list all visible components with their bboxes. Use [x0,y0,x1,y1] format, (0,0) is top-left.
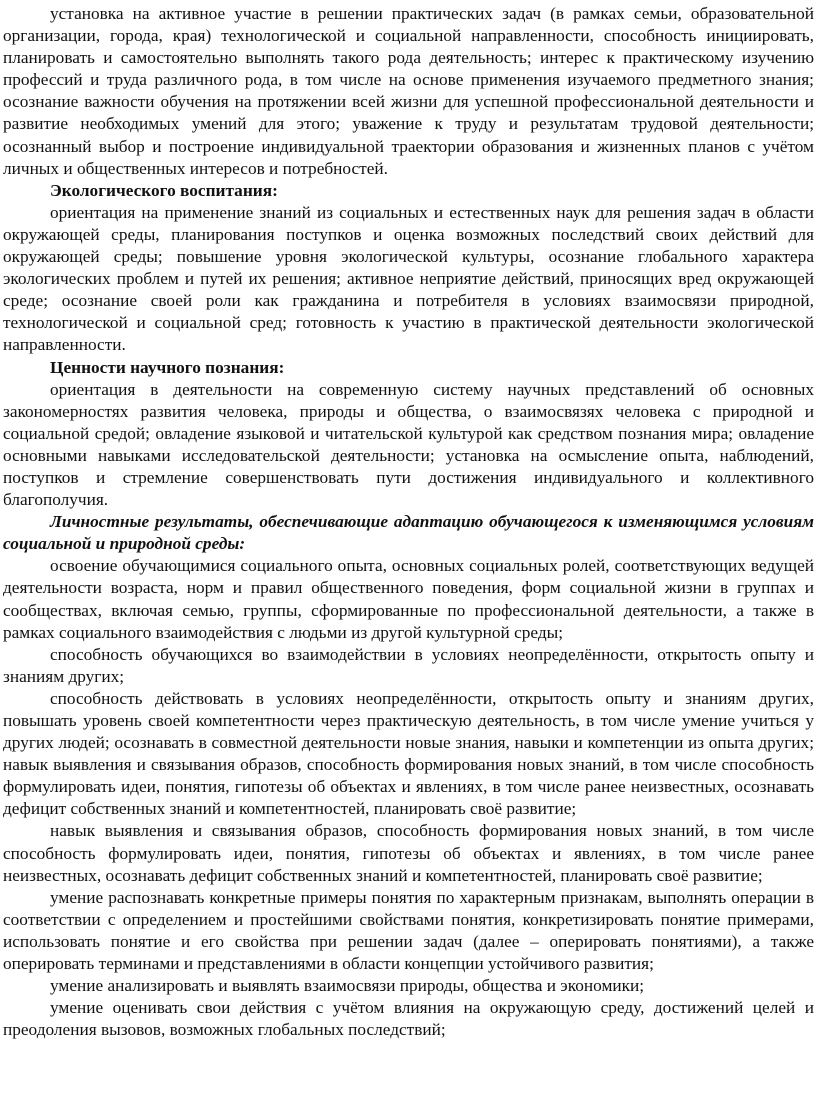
paragraph-act-uncertainty: способность действовать в условиях неопределённости, открытость опыту и знаниям других, повышать уровень своей компетентности через практическую деятельность, в том числе умение учиться у других людей; осознавать в совместной деятельности новые знания, навыки и компетенции из опыта других; навык выявления и связывания образов, способность формирования новых знаний, в том числе способность формулировать идеи, понятия, гипотезы об объектах и явлениях, в том числе ранее неизвестных, осознавать дефицит собственных знаний и компетентностей, планировать своё развитие; [3,688,814,819]
heading-scientific-knowledge: Ценности научного познания: [50,357,285,377]
paragraph-evaluate-actions: умение оценивать свои действия с учётом влияния на окружающую среду, достижений целей и преодоления вызовов, возможных глобальных последствий; [3,998,814,1040]
paragraph-scientific-knowledge: ориентация в деятельности на современную систему научных представлений об основных закономерностях развития человека, природы и общества, о взаимосвязях человека с природной и социальной средой; овладение языковой и читательской культурой как средством познания мира; овладение основными навыками исследовательской деятельности; установка на осмысление опыта, наблюдений, поступков и стремление совершенствовать пути достижения индивидуального и коллективного благополучия. [3,379,814,510]
paragraph-image-linking: навык выявления и связывания образов, способность формирования новых знаний, в том числе способность формулировать идеи, понятия, гипотезы об объектах и явлениях, в том числе ранее неизвестных, осознавать дефицит собственных знаний и компетентностей, планировать своё развитие; [3,821,814,885]
paragraph-labor-education-end: установка на активное участие в решении практических задач (в рамках семьи, образовательной организации, города, края) технологической и социальной направленности, способность инициировать, планировать и самостоятельно выполнять такого рода деятельность; интерес к практическому изучению профессий и труда различного рода, в том числе на основе применения изучаемого предметного знания; осознание важности обучения на протяжении всей жизни для успешной профессиональной деятельности и развитие необходимых умений для этого; уважение к труду и результатам трудовой деятельности; осознанный выбор и построение индивидуальной траектории образования и жизненных планов с учётом личных и общественных интересов и потребностей. [3,4,814,178]
paragraph-social-experience: освоение обучающимися социального опыта, основных социальных ролей, соответствующих ведущей деятельности возраста, норм и правил общественного поведения, форм социальной жизни в группах и сообществах, включая семью, группы, сформированные по профессиональной деятельности, а также в рамках социального взаимодействия с людьми из другой культурной среды; [3,556,814,642]
heading-adaptation-results: Личностные результаты, обеспечивающие адаптацию обучающегося к изменяющимся условиям социальной и природной среды: [3,512,814,554]
paragraph-interaction-uncertainty: способность обучающихся во взаимодействии в условиях неопределённости, открытость опыту и знаниям других; [3,644,814,686]
heading-ecological-education: Экологического воспитания: [50,180,278,200]
paragraph-ecological-education: ориентация на применение знаний из социальных и естественных наук для решения задач в области окружающей среды, планирования поступков и оценка возможных последствий своих действий для окружающей среды; повышение уровня экологической культуры, осознание глобального характера экологических проблем и путей их решения; активное неприятие действий, приносящих вред окружающей среде; осознание своей роли как гражданина и потребителя в условиях взаимосвязи природной, технологической и социальной сред; готовность к участию в практической деятельности экологической направленности. [3,202,814,355]
paragraph-analyze-relations: умение анализировать и выявлять взаимосвязи природы, общества и экономики; [50,976,645,996]
paragraph-concept-recognition: умение распознавать конкретные примеры понятия по характерным признакам, выполнять операции в соответствии с определением и простейшими свойствами понятия, конкретизировать понятие примерами, использовать понятие и его свойства при решении задач (далее – оперировать понятиями), а также оперировать терминами и представлениями в области концепции устойчивого развития; [3,887,814,974]
